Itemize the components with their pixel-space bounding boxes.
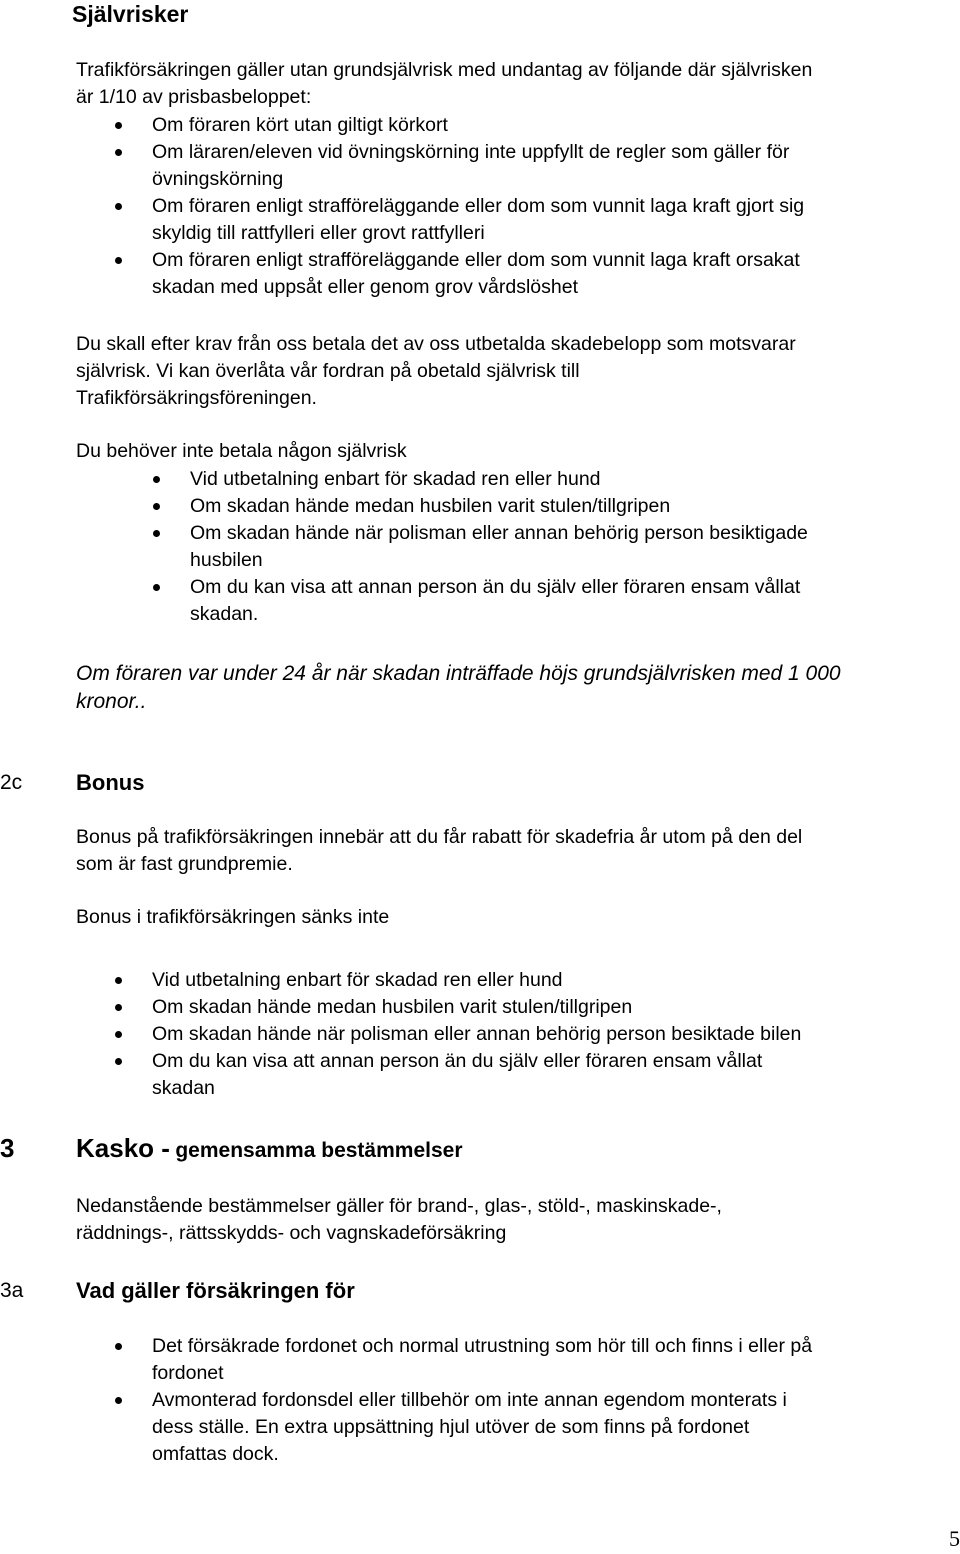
list-item-line: Om föraren enligt strafföreläggande eller dom som vunnit laga kraft gjort sig <box>152 195 805 217</box>
list-item <box>0 1048 960 1102</box>
list-item <box>0 994 960 1021</box>
bullet-icon <box>115 122 122 129</box>
list-item-line: husbilen <box>190 549 263 571</box>
bullet-icon <box>115 977 122 984</box>
list-item-line: Om du kan visa att annan person än du själv eller föraren ensam vållat <box>190 576 801 598</box>
list-item <box>0 139 960 193</box>
section-number-2c: 2c <box>0 771 23 794</box>
section-title-bonus: Bonus <box>76 770 145 795</box>
list-item <box>0 1021 960 1048</box>
bullet-icon <box>153 530 160 537</box>
list-item <box>0 574 960 628</box>
bullet-icon <box>115 1004 122 1011</box>
list-item-line: Vid utbetalning enbart för skadad ren eller hund <box>190 468 601 490</box>
section-title-coverage: Vad gäller försäkringen för <box>76 1278 355 1303</box>
no-excess-intro: Du behöver inte betala någon självrisk <box>76 440 407 462</box>
list-item-line: skadan med uppsåt eller genom grov vårdslöshet <box>152 276 578 298</box>
list-item-line: Om skadan hände när polisman eller annan behörig person besiktade bilen <box>152 1023 802 1045</box>
list-item <box>0 967 960 994</box>
bullet-icon <box>153 584 160 591</box>
page-number: 5 <box>949 1526 960 1551</box>
claim-paragraph: Du skall efter krav från oss betala det av oss utbetalda skadebelopp som motsvarar självrisk. Vi kan överlåta vår fordran på obetald självrisk till Trafikförsäkringsföreningen. <box>76 333 796 409</box>
list-item <box>0 466 960 493</box>
list-item-line: Om föraren kört utan giltigt körkort <box>152 114 448 136</box>
bullet-icon <box>115 1031 122 1038</box>
list-item <box>0 112 960 139</box>
list-item <box>0 493 960 520</box>
young-driver-note: Om föraren var under 24 år när skadan inträffade höjs grundsjälvrisken med 1 000 kronor.. <box>76 662 841 713</box>
list-item-line: Om läraren/eleven vid övningskörning inte uppfyllt de regler som gäller för <box>152 141 790 163</box>
list-item <box>0 1387 960 1468</box>
list-item-line: Om du kan visa att annan person än du själv eller föraren ensam vållat <box>152 1050 763 1072</box>
bullet-icon <box>115 1058 122 1065</box>
list-item-line: Om skadan hände medan husbilen varit stulen/tillgripen <box>152 996 633 1018</box>
list-item-line: Avmonterad fordonsdel eller tillbehör om inte annan egendom monterats i <box>152 1389 787 1411</box>
kasko-paragraph: Nedanstående bestämmelser gäller för brand-, glas-, stöld-, maskinskade-, räddnings-, rättsskydds- och vagnskadeförsäkring <box>76 1195 722 1244</box>
list-item <box>0 247 960 301</box>
section-number-3: 3 <box>0 1133 15 1163</box>
intro-paragraph: Trafikförsäkringen gäller utan grundsjälvrisk med undantag av följande där självrisken är 1/10 av prisbasbeloppet: <box>76 59 813 108</box>
list-item-line: skyldig till rattfylleri eller grovt rattfylleri <box>152 222 485 244</box>
bullet-icon <box>115 149 122 156</box>
list-item-line: fordonet <box>152 1362 224 1384</box>
bullet-icon <box>153 503 160 510</box>
section-number-3a: 3a <box>0 1279 24 1302</box>
section-heading-sjalvrisker: Självrisker <box>72 1 189 27</box>
list-item-line: skadan. <box>190 603 259 625</box>
list-item-line: omfattas dock. <box>152 1443 279 1465</box>
list-item-line: Om föraren enligt strafföreläggande eller dom som vunnit laga kraft orsakat <box>152 249 800 271</box>
bullet-icon <box>115 203 122 210</box>
list-item <box>0 193 960 247</box>
bonus-not-lowered: Bonus i trafikförsäkringen sänks inte <box>76 906 390 928</box>
list-item-line: Om skadan hände när polisman eller annan behörig person besiktigade <box>190 522 808 544</box>
bullet-icon <box>153 476 160 483</box>
bullet-icon <box>115 1343 122 1350</box>
list-item-line: övningskörning <box>152 168 284 190</box>
list-item-line: Om skadan hände medan husbilen varit stulen/tillgripen <box>190 495 671 517</box>
bonus-paragraph: Bonus på trafikförsäkringen innebär att du får rabatt för skadefria år utom på den del som är fast grundpremie. <box>76 826 803 875</box>
list-item <box>0 520 960 574</box>
list-item-line: dess ställe. En extra uppsättning hjul utöver de som finns på fordonet <box>152 1416 750 1438</box>
bullet-icon <box>115 257 122 264</box>
list-item-line: skadan <box>152 1077 215 1099</box>
list-item-line: Vid utbetalning enbart för skadad ren eller hund <box>152 969 563 991</box>
list-item-line: Det försäkrade fordonet och normal utrustning som hör till och finns i eller på <box>152 1335 813 1357</box>
list-item <box>0 1333 960 1387</box>
bullet-icon <box>115 1397 122 1404</box>
section-title-kasko: Kasko - gemensamma bestämmelser <box>76 1133 463 1163</box>
